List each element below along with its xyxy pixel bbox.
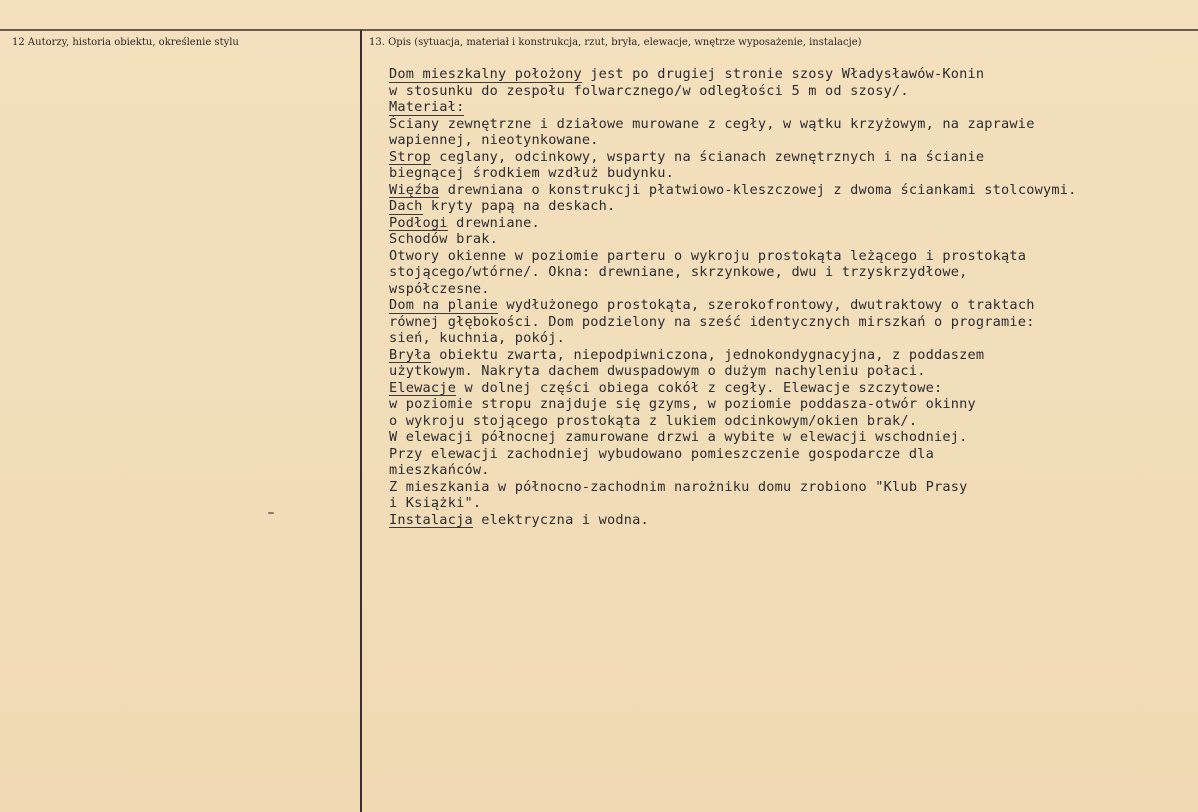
underlined-term: Dach (389, 198, 423, 214)
underlined-term: Dom na planie (389, 297, 498, 313)
underlined-term: Dom mieszkalny położony (389, 66, 582, 82)
line-text: jest po drugiej stronie szosy Władysławów-Konin (581, 66, 985, 82)
underlined-term: Strop (389, 148, 431, 165)
description-line (389, 462, 1077, 479)
line-text: Schodów brak. (389, 231, 498, 247)
description-line (389, 429, 1077, 446)
description-line (389, 149, 1077, 166)
description-line (389, 446, 1077, 463)
line-text: biegnącej środkiem wzdłuż budynku. (389, 165, 675, 181)
line-text: obiektu zwarta, niepodpiwniczona, jednokondygnacyjna, z poddaszem (430, 346, 985, 363)
description-line (389, 512, 1077, 529)
underlined-term: Elewacje (389, 379, 457, 396)
description-line (389, 231, 1077, 248)
line-text: w stosunku do zespołu folwarcznego/w odległości 5 m od szosy/. (389, 82, 909, 99)
underlined-term: Bryła (389, 346, 431, 363)
line-text: wydłużonego prostokąta, szerokofrontowy, dwutraktowy o traktach (498, 297, 1035, 313)
line-text: drewniane. (447, 214, 540, 231)
line-text: w dolnej części obiega cokół z cegły. Elewacje szczytowe: (456, 379, 943, 396)
description-line (389, 198, 1077, 215)
description-line (389, 66, 1077, 83)
description-line (389, 347, 1077, 364)
description-line (389, 182, 1077, 199)
description-line (389, 215, 1077, 232)
description-line (389, 330, 1077, 347)
underlined-term: Podłogi (389, 214, 448, 231)
line-text: w poziomie stropu znajduje się gzyms, w poziomie poddasza-otwór okinny (389, 396, 976, 412)
underlined-term: Więźba (389, 181, 440, 198)
header-rule (0, 29, 1198, 31)
line-text: użytkowym. Nakryta dachem dwuspadowym o dużym nachyleniu połaci. (389, 363, 926, 379)
line-text: stojącego/wtórne/. Okna: drewniane, skrzynkowe, dwu i trzyskrzydłowe, (389, 264, 968, 280)
line-text: o wykroju stojącego prostokąta z lukiem odcinkowym/okien brak/. (389, 412, 918, 429)
line-text: Otwory okienne w poziomie parteru o wykroju prostokąta leżącego i prostokąta (389, 247, 1027, 264)
line-text: elektryczna i wodna. (472, 511, 649, 528)
column-divider (360, 30, 362, 812)
description-line (389, 132, 1077, 149)
description-line (389, 314, 1077, 331)
section-13-header: 13. Opis (sytuacja, materiał i konstrukcja, rzut, bryła, elewacje, wnętrze wyposażenie, instalacje) (369, 37, 862, 48)
line-text: ceglany, odcinkowy, wsparty na ścianach zewnętrznych i na ścianie (430, 148, 985, 165)
underlined-term: Materiał: (389, 99, 465, 115)
description-line (389, 363, 1077, 380)
line-text: i Książki". (389, 495, 482, 511)
description-line (389, 413, 1077, 430)
line-text: współczesne. (389, 280, 490, 297)
description-line (389, 281, 1077, 298)
description-line (389, 479, 1077, 496)
line-text: W elewacji północnej zamurowane drzwi a wybite w elewacji wschodniej. (389, 429, 968, 445)
description-line (389, 165, 1077, 182)
description-line (389, 495, 1077, 512)
description-line (389, 99, 1077, 116)
paper-mark (268, 512, 274, 514)
description-line (389, 248, 1077, 265)
description-line (389, 83, 1077, 100)
line-text: równej głębokości. Dom podzielony na sześć identycznych mirszkań o programie: (389, 313, 1035, 330)
description-line (389, 380, 1077, 397)
line-text: mieszkańców. (389, 462, 490, 478)
section-12-header: 12 Autorzy, historia obiektu, określenie stylu (12, 37, 239, 48)
line-text: drewniana o konstrukcji płatwiowo-kleszczowej z dwoma ściankami stolcowymi. (439, 181, 1077, 198)
description-line (389, 297, 1077, 314)
line-text: Przy elewacji zachodniej wybudowano pomieszczenie gospodarcze dla (389, 445, 934, 462)
underlined-term: Instalacja (389, 511, 473, 528)
description-text (389, 66, 1077, 528)
description-line (389, 396, 1077, 413)
line-text: wapiennej, nieotynkowane. (389, 132, 599, 148)
line-text: Z mieszkania w północno-zachodnim narożniku domu zrobiono "Klub Prasy (389, 478, 968, 495)
description-line (389, 116, 1077, 133)
line-text: sień, kuchnia, pokój. (389, 330, 566, 346)
description-line (389, 264, 1077, 281)
line-text: kryty papą na deskach. (422, 198, 616, 214)
line-text: Ściany zewnętrzne i działowe murowane z cegły, w wątku krzyżowym, na zaprawie (389, 115, 1035, 132)
